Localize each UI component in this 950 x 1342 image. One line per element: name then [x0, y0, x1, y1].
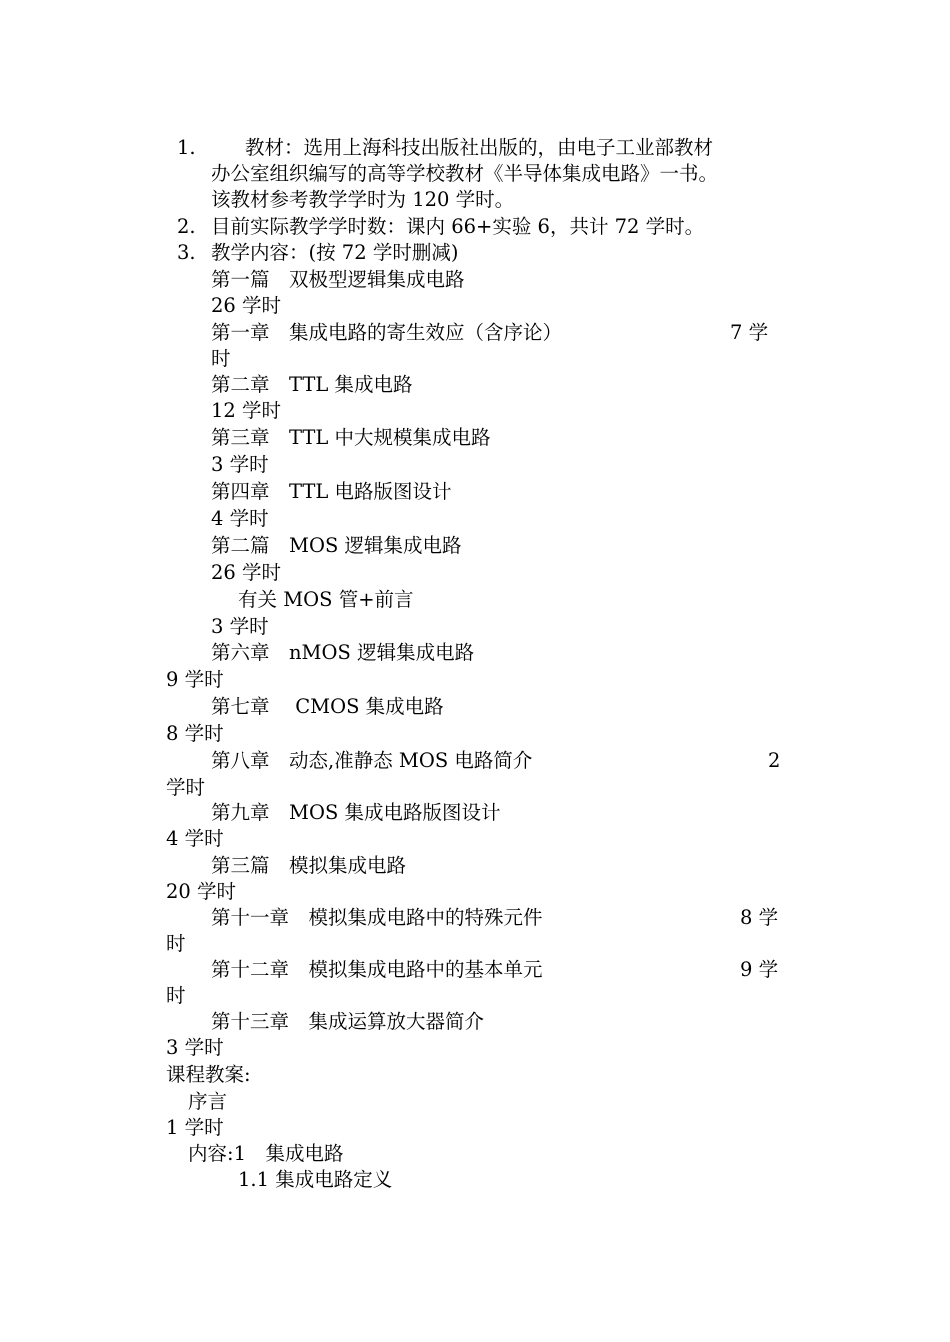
outline-hours: 7 学 — [730, 321, 769, 344]
list-number: 2. — [177, 215, 196, 238]
outline-hours: 26 学时 — [211, 294, 282, 317]
section-heading: 课程教案: — [166, 1063, 251, 1086]
outline-hours: 3 学时 — [211, 453, 269, 476]
outline-chapter-label: 第三章 TTL 中大规模集成电路 — [211, 426, 491, 449]
outline-hours: 9 学时 — [166, 668, 224, 691]
outline-hours: 时 — [166, 984, 186, 1007]
outline-chapter-label: 第二章 TTL 集成电路 — [211, 373, 413, 396]
outline-hours: 4 学时 — [211, 507, 269, 530]
outline-chapter-label: 第十二章 模拟集成电路中的基本单元 — [211, 958, 543, 981]
outline-chapter-label: 第八章 动态,准静态 MOS 电路简介 — [211, 749, 533, 772]
outline-hours: 8 学 — [740, 906, 779, 929]
content-line: 内容:1 集成电路 — [188, 1142, 344, 1165]
outline-chapter-label: 第十一章 模拟集成电路中的特殊元件 — [211, 906, 543, 929]
outline-part-label: 第三篇 模拟集成电路 — [211, 854, 407, 877]
preface-label: 序言 — [188, 1090, 228, 1113]
paragraph-line: 教学内容：(按 72 学时删减) — [211, 241, 459, 264]
outline-hours: 4 学时 — [166, 827, 224, 850]
outline-hours: 学时 — [166, 776, 206, 799]
list-number: 1. — [177, 136, 196, 159]
subsection-line: 1.1 集成电路定义 — [238, 1168, 393, 1191]
preface-hours: 1 学时 — [166, 1116, 224, 1139]
paragraph-line: 办公室组织编写的高等学校教材《半导体集成电路》一书。 — [211, 162, 719, 185]
outline-part-label: 第一篇 双极型逻辑集成电路 — [211, 268, 465, 291]
outline-chapter-label: 第一章 集成电路的寄生效应（含序论） — [211, 321, 563, 344]
outline-hours: 3 学时 — [166, 1036, 224, 1059]
outline-chapter-label: 第七章 CMOS 集成电路 — [211, 695, 444, 718]
outline-hours: 时 — [166, 932, 186, 955]
outline-chapter-label: 第九章 MOS 集成电路版图设计 — [211, 801, 501, 824]
outline-hours: 8 学时 — [166, 722, 224, 745]
outline-hours: 9 学 — [740, 958, 779, 981]
outline-part-label: 第二篇 MOS 逻辑集成电路 — [211, 534, 462, 557]
outline-chapter-label: 第六章 nMOS 逻辑集成电路 — [211, 641, 475, 664]
outline-hours: 12 学时 — [211, 399, 282, 422]
paragraph-line: 目前实际教学学时数：课内 66+实验 6，共计 72 学时。 — [211, 215, 705, 238]
outline-hours: 2 — [768, 749, 781, 772]
paragraph-line: 该教材参考教学学时为 120 学时。 — [211, 188, 515, 211]
list-number: 3. — [177, 241, 196, 264]
paragraph-line: 教材：选用上海科技出版社出版的，由电子工业部教材 — [245, 136, 714, 159]
outline-hours: 20 学时 — [166, 880, 237, 903]
outline-hours: 26 学时 — [211, 561, 282, 584]
outline-hours: 时 — [211, 347, 231, 370]
outline-hours: 3 学时 — [211, 615, 269, 638]
outline-chapter-label: 第四章 TTL 电路版图设计 — [211, 480, 452, 503]
outline-chapter-label: 有关 MOS 管+前言 — [238, 588, 414, 611]
outline-chapter-label: 第十三章 集成运算放大器简介 — [211, 1010, 485, 1033]
